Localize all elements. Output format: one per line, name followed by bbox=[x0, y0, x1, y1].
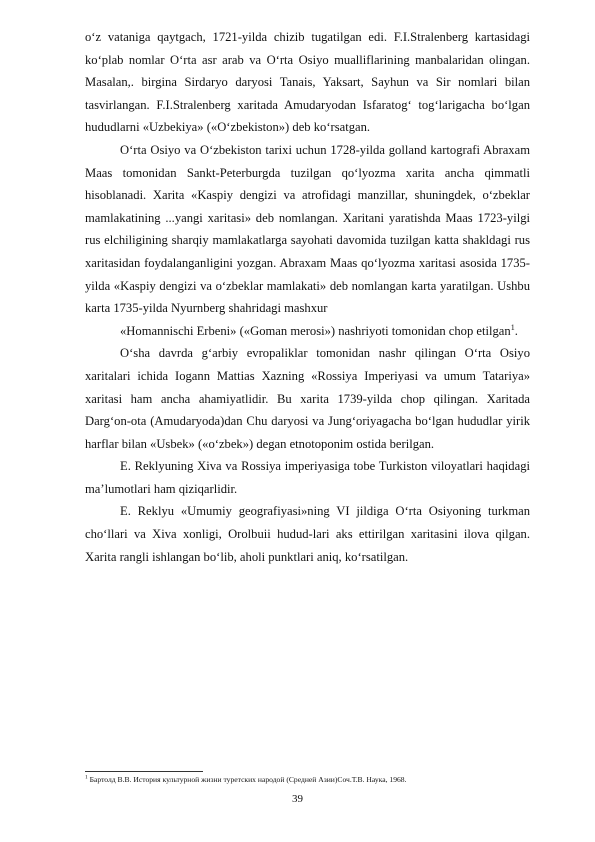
footnote-mark: 1 bbox=[85, 774, 88, 781]
paragraph-2: O‘rta Osiyo va O‘zbekiston tarixi uchun 1728-yilda golland kartografi Abraxam Maas tomonidan Sankt-Peterburgda tuzilgan qo‘lyozma xarita ancha qimmatli hisoblanadi. Xarita «Kaspiy dengizi va atrofidagi manzillar, shuningdek, o‘zbeklar mamlakatining ...yangi xaritasi» deb nomlangan. Xaritani yaratishda Maas 1723-yilgi rus elchiligining sharqiy mamlakatlarga sayohati davomida tuzilgan katta shakldagi rus xaritasidan foydalanganligini yozgan. Abraxam Maas qo‘lyozma xaritasi asosida 1735-yilda «Kaspiy dengizi va o‘zbeklar mamlakati» deb nomlangan karta yaratilgan. Ushbu karta 1735-yilda Nyurnberg shahridagi mashxur bbox=[85, 142, 530, 316]
paragraph-4: O‘sha davrda g‘arbiy evropaliklar tomonidan nashr qilingan O‘rta Osiyo xaritalari ichida Iogann Mattias Xazning «Rossiya Imperiyasi va umum Tatariya» xaritasi ham ancha ahamiyatlidir. Bu xarita 1739-yilda chop qilingan. Xaritada Darg‘on-ota (Amudaryoda)dan Chu daryosi va Jung‘oriyagacha bo‘lgan hududlar yirik harflar bilan «Usbek» («o‘zbek») degan etnotoponim ostida berilgan. bbox=[85, 346, 530, 451]
paragraph-5: E. Reklyuning Xiva va Rossiya imperiyasiga tobe Turkiston viloyatlari haqidagi ma’lumotlari ham qiziqarlidir. bbox=[85, 459, 530, 496]
page-number: 39 bbox=[292, 793, 303, 805]
paragraph-6: E. Reklyu «Umumiy geografiyasi»ning VI jildiga O‘rta Osiyoning turkman cho‘llari va Xiva xonligi, Orolbuii hudud-lari aks ettirilgan xaritasini ilova qilgan. Xarita rangli ishlangan bo‘lib, aholi punktlari aniq, ko‘rsatilgan. bbox=[85, 504, 530, 564]
paragraph-3 bbox=[85, 320, 530, 343]
footnote-divider bbox=[85, 771, 203, 772]
paragraph-1: o‘z vataniga qaytgach, 1721-yilda chizib tugatilgan edi. F.I.Stralenberg kartasidagi ko‘plab nomlar O‘rta asr arab va O‘rta Osiyo mualliflarining manbalaridan olingan. Masalan,. birgina Sirdaryo daryosi Tanais, Yaksart, Sayhun va Sir nomlari bilan tasvirlangan. F.I.Stralenberg xaritada Amudaryodan Isfaratog‘ tog‘larigacha bo‘lgan hududlarni «Uzbekiya» («O‘zbekiston») deb ko‘rsatgan. bbox=[85, 30, 530, 135]
paragraph-3-end: . bbox=[514, 323, 518, 338]
page-body bbox=[85, 26, 530, 568]
paragraph-3-text: «Homannischi Erbeni» («Goman merosi») nashriyoti tomonidan chop etilgan bbox=[120, 323, 511, 338]
footnote-reference: 1 bbox=[510, 322, 515, 332]
footnote bbox=[85, 775, 530, 785]
footnote-text: Бартолд В.В. История культурной жизни туретских народой (Средней Азии)Соч.Т.В. Наука, 1968. bbox=[87, 775, 407, 784]
